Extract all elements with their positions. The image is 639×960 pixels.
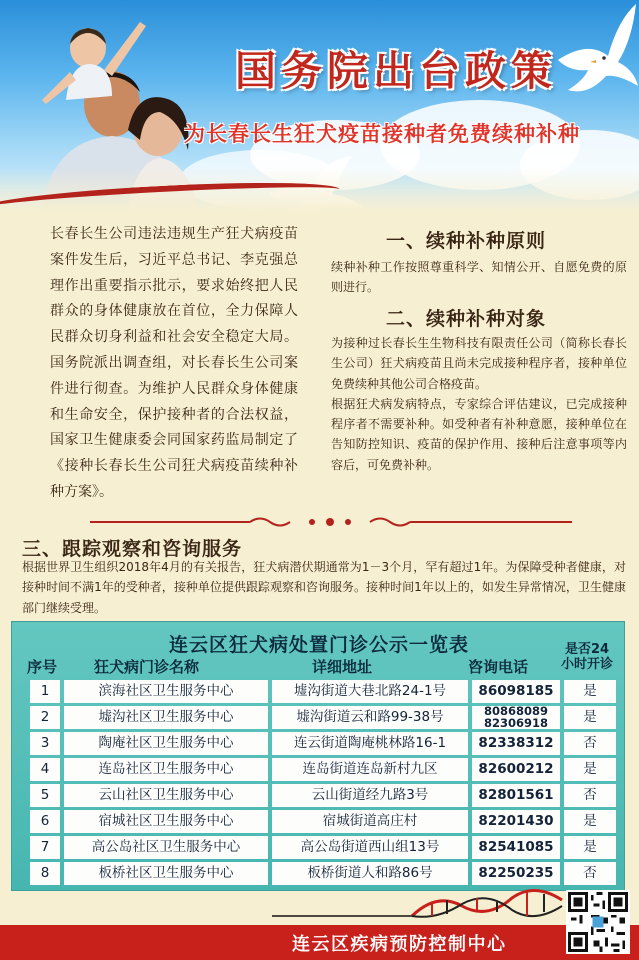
footer-organization: 连云区疾病预防控制中心 (292, 934, 507, 955)
clinic-address: 板桥街道人和路86号 (272, 862, 468, 885)
clinic-name: 云山社区卫生服务中心 (64, 784, 268, 807)
clinic-phone-line-1: 80868089 (483, 706, 548, 718)
clinic-name: 滨海社区卫生服务中心 (64, 680, 268, 703)
clinic-address: 连岛街道连岛新村九区 (272, 758, 468, 781)
clinic-name: 板桥社区卫生服务中心 (64, 862, 268, 885)
open-24h: 是 (564, 810, 616, 833)
row-number: 5 (30, 784, 60, 807)
clinic-name: 宿城社区卫生服务中心 (64, 810, 268, 833)
section-1-heading: 一、续种补种原则 (386, 230, 547, 252)
clinic-phone (472, 706, 560, 729)
clinic-name: 陶庵社区卫生服务中心 (64, 732, 268, 755)
column-header-no: 序号 (27, 658, 58, 676)
qr-code-icon (566, 890, 630, 954)
column-header-24h-line2: 小时开诊 (560, 657, 613, 672)
table-row (30, 706, 616, 729)
footer-bar (0, 925, 639, 960)
row-number: 4 (30, 758, 60, 781)
clinic-phone: 82201430 (472, 810, 560, 833)
clinic-phone-line-2: 82306918 (483, 715, 548, 729)
open-24h: 是 (564, 758, 616, 781)
table-row (30, 732, 616, 755)
clinic-phone: 82801561 (472, 784, 560, 807)
clinic-address: 墟沟街道云和路99-38号 (272, 706, 468, 729)
clinic-phone: 82541085 (472, 836, 560, 859)
section-1-body: 续种补种工作按照尊重科学、知情公开、自愿免费的原则进行。 (331, 260, 627, 295)
clinic-phone: 82338312 (472, 732, 560, 755)
open-24h: 否 (564, 784, 616, 807)
column-header-24h (554, 642, 620, 672)
table-row (30, 680, 616, 703)
clinic-phone: 86098185 (472, 680, 560, 703)
open-24h: 是 (564, 680, 616, 703)
open-24h: 否 (564, 732, 616, 755)
clinic-name: 墟沟社区卫生服务中心 (64, 706, 268, 729)
column-header-name: 狂犬病门诊名称 (94, 658, 200, 676)
table-title: 连云区狂犬病处置门诊公示一览表 (168, 634, 469, 656)
table-row (30, 836, 616, 859)
dna-helix-decoration (272, 886, 572, 926)
section-3-heading: 三、跟踪观察和咨询服务 (22, 538, 243, 560)
clinic-phone: 82250235 (472, 862, 560, 885)
hero-banner (0, 0, 639, 218)
clinic-address: 宿城街道高庄村 (272, 810, 468, 833)
page-subtitle: 为长春长生狂犬疫苗接种者免费续种补种 (184, 122, 580, 146)
clinic-name: 连岛社区卫生服务中心 (64, 758, 268, 781)
column-header-phone: 咨询电话 (468, 658, 529, 676)
column-header-address: 详细地址 (312, 658, 373, 676)
row-number: 7 (30, 836, 60, 859)
table-row (30, 784, 616, 807)
clinic-address: 高公岛街道西山组13号 (272, 836, 468, 859)
row-number: 3 (30, 732, 60, 755)
row-number: 8 (30, 862, 60, 885)
open-24h: 否 (564, 862, 616, 885)
clinic-table-panel (11, 621, 625, 891)
column-header-24h-line1: 是否24 (564, 642, 610, 657)
intro-paragraph: 长春长生公司违法违规生产狂犬病疫苗案件发生后，习近平总书记、李克强总理作出重要指示批示，要求始终把人民群众的身体健康放在首位，全力保障人民群众切身利益和社会安全稳定大局。国务院派出调查组，对长春长生公司案件进行彻查。为维护人民群众身体健康和生命安全，保护接种者的合法权益，国家卫生健康委会同国家药监局制定了《接种长春长生公司狂犬病疫苗续种补种方案》。 (50, 226, 298, 500)
clinic-address: 墟沟街道大巷北路24-1号 (272, 680, 468, 703)
section-2-body (331, 333, 627, 475)
clinic-name: 高公岛社区卫生服务中心 (64, 836, 268, 859)
open-24h: 是 (564, 836, 616, 859)
open-24h: 是 (564, 706, 616, 729)
clinic-address: 连云街道陶庵桃林路16-1 (272, 732, 468, 755)
row-number: 2 (30, 706, 60, 729)
ornamental-divider (50, 515, 612, 529)
section-3-body: 根据世界卫生组织2018年4月的有关报告，狂犬病潜伏期通常为1－3个月，罕有超过1年。为保障受种者健康，对接种时间不满1年的受种者，接种单位提供跟踪观察和咨询服务。接种时间1年以上的，如发生异常情况，卫生健康部门继续受理。 (22, 560, 626, 615)
row-number: 6 (30, 810, 60, 833)
table-row (30, 758, 616, 781)
section-2-paragraph-1: 为接种过长春长生生物科技有限责任公司（简称长春长生公司）狂犬病疫苗且尚未完成接种程序者，接种单位免费续种其他公司合格疫苗。 (331, 336, 627, 391)
table-row (30, 810, 616, 833)
row-number: 1 (30, 680, 60, 703)
section-2-paragraph-2: 根据狂犬病发病特点，专家综合评估建议，已完成接种程序者不需要补种。如受种者有补种意愿，接种单位在告知防控知识、疫苗的保护作用、接种后注意事项等内容后，可免费补种。 (331, 396, 627, 472)
clinic-phone: 82600212 (472, 758, 560, 781)
section-2-heading: 二、续种补种对象 (386, 308, 547, 330)
page-title: 国务院出台政策 (235, 47, 557, 95)
clinic-address: 云山街道经九路3号 (272, 784, 468, 807)
table-row (30, 862, 616, 885)
